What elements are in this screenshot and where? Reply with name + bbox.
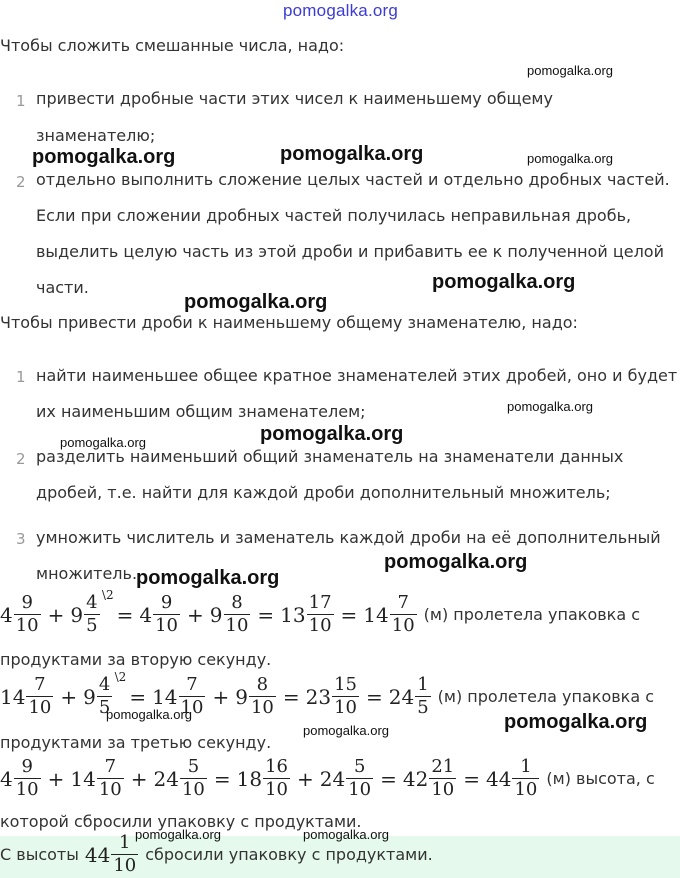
watermark-text: pomogalka.org <box>527 151 613 166</box>
numerator: 1 <box>520 756 532 777</box>
whole-part: 13 <box>280 602 306 627</box>
denominator: 5 <box>417 697 429 718</box>
watermark-text: pomogalka.org <box>260 423 404 445</box>
answer-prefix: С высоты <box>0 845 79 864</box>
watermark-text: pomogalka.org <box>303 827 389 842</box>
mixed-number <box>70 588 114 637</box>
fraction <box>97 756 124 801</box>
section2-heading: Чтобы привести дроби к наименьшему общему знаменателю, надо: <box>0 313 578 332</box>
equation-tail: (м) пролетела упаковка с <box>437 687 655 706</box>
watermark-text: pomogalka.org <box>32 146 176 168</box>
fraction <box>224 592 251 637</box>
whole-part: 44 <box>486 766 512 791</box>
step-number: 1 <box>16 92 26 110</box>
denominator: 10 <box>348 779 372 800</box>
mixed-number <box>237 756 291 801</box>
math-operator: = <box>463 766 481 791</box>
mixed-number <box>0 674 54 719</box>
mixed-number <box>306 674 360 719</box>
step-text: привести дробные части этих чисел к наименьшему общему <box>36 89 553 108</box>
denominator: 10 <box>155 615 178 636</box>
fraction <box>249 674 276 719</box>
step-text: множитель. <box>36 564 138 583</box>
numerator: 4 <box>86 592 98 613</box>
step-text: их наименьшим общим знаменателем; <box>36 402 366 421</box>
whole-part: 9 <box>209 602 223 627</box>
step-text: разделить наименьший общий знаменатель на знаменатели данных <box>36 447 624 466</box>
step-text: части. <box>36 278 89 297</box>
numerator: 7 <box>397 592 409 613</box>
mixed-number <box>154 756 208 801</box>
whole-part: 42 <box>402 766 429 791</box>
math-operator: + <box>130 766 148 791</box>
fraction <box>26 674 53 719</box>
denominator: 10 <box>265 779 289 800</box>
mixed-number <box>403 756 457 801</box>
additional-factor: \2 <box>114 670 127 684</box>
numerator: 5 <box>353 756 366 777</box>
whole-part: 18 <box>236 766 263 791</box>
math-operator: = <box>380 766 397 791</box>
math-operator: = <box>282 684 300 709</box>
mixed-number <box>389 674 432 719</box>
watermark-text: pomogalka.org <box>507 399 593 414</box>
numerator: 21 <box>431 756 455 777</box>
numerator: 9 <box>160 592 173 613</box>
math-operator: + <box>47 766 65 791</box>
numerator: 1 <box>119 832 131 853</box>
math-operator: = <box>129 684 147 709</box>
fraction <box>512 756 539 801</box>
numerator: 8 <box>231 592 243 613</box>
site-link[interactable]: pomogalka.org <box>283 1 399 20</box>
denominator: 10 <box>113 855 137 876</box>
math-operator: = <box>257 602 275 627</box>
whole-part: 14 <box>70 766 96 791</box>
whole-part: 24 <box>153 766 179 791</box>
step-number: 3 <box>16 530 26 548</box>
denominator: 10 <box>98 779 122 800</box>
answer-suffix: сбросили упаковку с продуктами. <box>145 845 433 864</box>
watermark-text: pomogalka.org <box>60 435 146 450</box>
whole-part: 14 <box>363 602 389 627</box>
whole-part: 9 <box>83 684 96 709</box>
whole-part: 4 <box>139 602 153 627</box>
watermark-text: pomogalka.org <box>280 143 424 165</box>
denominator: 10 <box>308 615 332 636</box>
whole-part: 14 <box>0 684 26 709</box>
math-operator: + <box>47 602 65 627</box>
additional-factor: \2 <box>101 588 114 602</box>
numerator: 5 <box>187 756 200 777</box>
numerator: 4 <box>98 674 111 695</box>
mixed-number <box>0 756 42 801</box>
equation-continuation: продуктами за вторую секунду. <box>0 650 272 669</box>
whole-part: 9 <box>70 602 84 627</box>
mixed-number <box>320 756 374 801</box>
mixed-number <box>0 592 42 637</box>
denominator: 10 <box>431 779 455 800</box>
denominator: 10 <box>514 779 538 800</box>
watermark-text: pomogalka.org <box>303 723 389 738</box>
step-text: знаменателю; <box>36 126 156 145</box>
watermark-text: pomogalka.org <box>135 827 221 842</box>
numerator: 9 <box>21 756 33 777</box>
denominator: 10 <box>391 615 415 636</box>
fraction <box>14 756 41 801</box>
watermark-text: pomogalka.org <box>136 567 280 589</box>
math-operator: + <box>60 684 78 709</box>
denominator: 5 <box>98 697 111 718</box>
whole-part: 14 <box>152 684 178 709</box>
equation-continuation: продуктами за третью секунду. <box>0 733 272 752</box>
whole-part: 24 <box>388 684 415 709</box>
step-text: выделить целую часть из этой дроби и прибавить ее к полученной целой <box>36 242 664 261</box>
fraction <box>415 674 430 719</box>
watermark-text: pomogalka.org <box>432 271 576 293</box>
whole-part: 4 <box>0 766 13 791</box>
step-text: умножить числитель и заменатель каждой дроби на её дополнительный <box>36 528 661 547</box>
numerator: 7 <box>34 674 46 695</box>
mixed-number <box>363 592 417 637</box>
watermark-text: pomogalka.org <box>384 551 528 573</box>
denominator: 10 <box>181 779 205 800</box>
mixed-number <box>486 756 540 801</box>
numerator: 15 <box>334 674 357 695</box>
mixed-number <box>280 592 334 637</box>
denominator: 10 <box>15 615 39 636</box>
equation-tail: (м) высота, с <box>546 769 655 788</box>
fraction <box>153 592 180 637</box>
fraction <box>263 756 290 801</box>
numerator: 7 <box>186 674 198 695</box>
numerator: 7 <box>104 756 117 777</box>
fraction <box>346 756 373 801</box>
mixed-number <box>70 756 124 801</box>
equation-tail: (м) пролетела упаковка с <box>423 605 641 624</box>
equation-line <box>0 588 641 637</box>
mixed-number <box>210 592 252 637</box>
fraction <box>14 592 41 637</box>
math-operator: = <box>340 602 358 627</box>
section1-heading: Чтобы сложить смешанные числа, надо: <box>0 36 345 55</box>
math-operator: = <box>365 684 383 709</box>
denominator: 10 <box>250 697 274 718</box>
equation-continuation: которой сбросили упаковку с продуктами. <box>0 812 362 831</box>
math-operator: + <box>187 602 204 627</box>
denominator: 10 <box>15 779 39 800</box>
equation-line <box>0 756 655 801</box>
step-text: дробей, т.е. найти для каждой дроби дополнительный множитель; <box>36 483 611 502</box>
math-operator: = <box>116 602 134 627</box>
watermark-text: pomogalka.org <box>106 707 192 722</box>
denominator: 10 <box>225 615 249 636</box>
whole-part: 23 <box>305 684 332 709</box>
whole-part: 4 <box>0 602 13 627</box>
math-operator: = <box>213 766 231 791</box>
step-number: 2 <box>16 173 26 191</box>
watermark-text: pomogalka.org <box>504 711 648 733</box>
whole-part: 9 <box>235 684 248 709</box>
math-operator: + <box>297 766 314 791</box>
numerator: 17 <box>308 592 332 613</box>
denominator: 5 <box>86 615 98 636</box>
denominator: 10 <box>334 697 357 718</box>
watermark-text: pomogalka.org <box>527 63 613 78</box>
mixed-number <box>85 832 139 877</box>
step-text: найти наименьшее общее кратное знаменателей этих дробей, оно и будет <box>36 366 678 385</box>
step-text: Если при сложении дробных частей получилась неправильная дробь, <box>36 206 632 225</box>
fraction <box>84 588 114 637</box>
fraction <box>429 756 456 801</box>
math-operator: + <box>212 684 230 709</box>
whole-part: 24 <box>319 766 346 791</box>
whole-part: 44 <box>84 842 111 867</box>
fraction <box>390 592 417 637</box>
numerator: 8 <box>256 674 269 695</box>
fraction <box>180 756 207 801</box>
mixed-number <box>139 592 181 637</box>
denominator: 10 <box>28 697 52 718</box>
fraction <box>307 592 334 637</box>
denominator: 10 <box>180 697 204 718</box>
step-number: 1 <box>16 368 26 386</box>
step-text: отдельно выполнить сложение целых частей и отдельно дробных частей. <box>36 170 670 189</box>
numerator: 1 <box>417 674 429 695</box>
mixed-number <box>235 674 277 719</box>
watermark-text: pomogalka.org <box>184 291 328 313</box>
numerator: 9 <box>21 592 33 613</box>
numerator: 16 <box>265 756 289 777</box>
fraction <box>332 674 359 719</box>
step-number: 2 <box>16 450 26 468</box>
